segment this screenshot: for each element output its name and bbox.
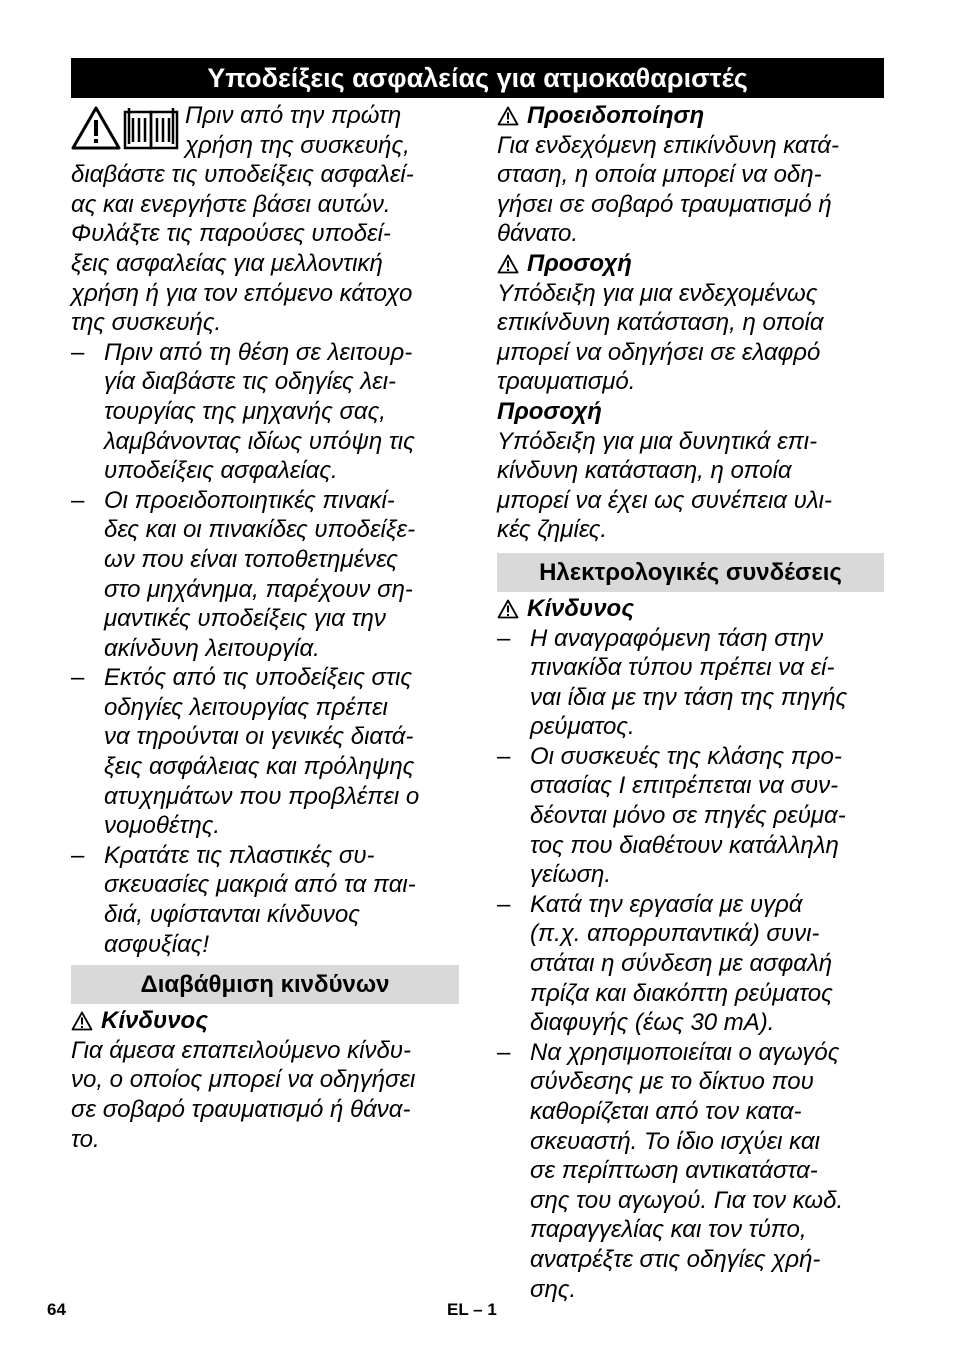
warning-and-manual-icon [71,104,179,154]
warning-text: Για ενδεχόμενη επικίνδυνη κατά- σταση, η οποία μπορεί να οδη- γήσει σε σοβαρό τραυματισμό ή θάνατο. [497,131,839,248]
warning-triangle-icon [497,106,519,126]
caution-text: Υπόδειξη για μια ενδεχομένως επικίνδυνη κατάσταση, η οποία μπορεί να οδηγήσει σε ελαφρό τραυματισμό. [497,279,824,396]
warning-triangle-icon [497,254,519,274]
notice-heading: Προσοχή [497,397,602,425]
list-item: – Πριν από τη θέση σε λειτουρ- γία διαβάστε τις οδηγίες λει- τουργίας της μηχανής σας, λαμβάνοντας ιδίως υπόψη τις υποδείξεις ασφαλείας. [71,338,459,486]
list-item: – Κρατάτε τις πλαστικές συ- σκευασίες μακριά από τα παι- διά, υφίστανται κίνδυνος ασφυξίας! [71,841,459,959]
list-item: – Κατά την εργασία με υγρά (π.χ. απορρυπαντικά) συνι- στάται η σύνδεση με ασφαλή πρίζα και διακόπτη ρεύματος διαφυγής (έως 30 mA). [497,890,884,1038]
list-item: – Η αναγραφόμενη τάση στην πινακίδα τύπου πρέπει να εί- ναι ίδια με την τάση της πηγής ρεύματος. [497,624,884,742]
right-column [497,101,884,1304]
section-title-hazard-levels: Διαβάθμιση κινδύνων [71,965,459,1004]
warning-heading: Προειδοποίηση [497,101,884,131]
list-item: – Οι προειδοποιητικές πινακί- δες και οι πινακίδες υποδείξε- ων που είναι τοποθετημένες στο μηχάνημα, παρέχουν ση- μαντικές υποδείξεις για την ακίνδυνη λειτουργία. [71,486,459,664]
open-book-icon [125,108,177,148]
notice-text: Υπόδειξη για μια δυνητικά επι- κίνδυνη κατάσταση, η οποία μπορεί να έχει ως συνέπεια υλι- κές ζημίες. [497,427,832,544]
danger-heading: Κίνδυνος [497,594,884,624]
warning-triangle-icon [497,599,519,619]
page-title: Υποδείξεις ασφαλείας για ατμοκαθαριστές [71,58,884,98]
page-number: 64 [47,1300,66,1319]
danger-text: Για άμεσα επαπειλούμενο κίνδυ- νο, ο οποίος μπορεί να οδηγήσει σε σοβαρό τραυματισμό ή θάνα- το. [71,1036,416,1153]
warning-triangle-icon [71,1011,93,1031]
danger-heading: Κίνδυνος [71,1006,459,1036]
list-item: – Εκτός από τις υποδείξεις στις οδηγίες λειτουργίας πρέπει να τηρούνται οι γενικές διατά- ξεις ασφάλειας και πρόληψης ατυχημάτων που προβλέπει ο νομοθέτης. [71,663,459,841]
language-code: EL – 1 [447,1300,497,1319]
intro-block [71,101,459,338]
left-column [71,101,459,1154]
intro-text: Πριν από την πρώτη χρήση της συσκευής, διαβάστε τις υποδείξεις ασφαλεί- ας και ενεργήστε βάσει αυτών. Φυλάξτε τις παρούσες υποδεί- ξεις ασφαλείας για μελλοντική χρήση ή για τον επόμενο κάτοχο της συσκευής. [71,102,414,337]
section-title-electrical-connections: Ηλεκτρολογικές συνδέσεις [497,553,884,592]
list-item: – Οι συσκευές της κλάσης προ- στασίας I επιτρέπεται να συν- δέονται μόνο σε πηγές ρεύμα- τος που διαθέτουν κατάλληλη γείωση. [497,742,884,890]
list-item: – Να χρησιμοποιείται ο αγωγός σύνδεσης με το δίκτυο που καθορίζεται από τον κατα- σκευαστή. Το ίδιο ισχύει και σε περίπτωση αντικατάστα- σης του αγωγού. Για τον κωδ. παραγγελίας και τον τύπο, ανατρέξτε στις οδηγίες χρή- σης. [497,1038,884,1304]
caution-heading: Προσοχή [497,249,884,279]
warning-triangle-icon [73,108,119,148]
